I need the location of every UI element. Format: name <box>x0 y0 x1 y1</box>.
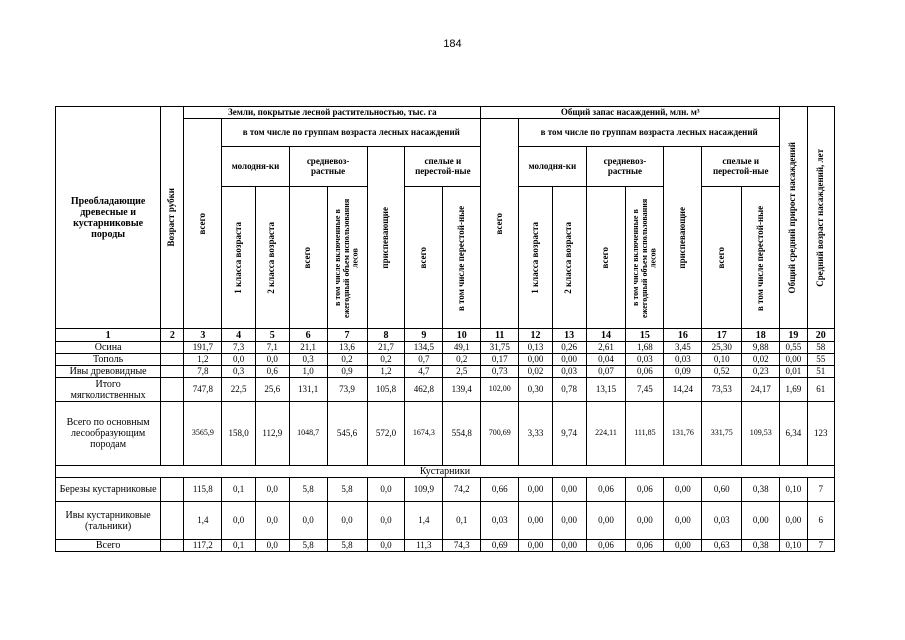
table-cell: 0,00 <box>552 478 586 502</box>
table-cell: 0,9 <box>327 366 367 378</box>
mean-increment-header: Общий средний прирост насаждений <box>780 107 807 329</box>
stock-mature-header: спелые и перестой-ные <box>702 147 780 187</box>
table-cell: 13,6 <box>327 342 367 354</box>
table-cell: 0,0 <box>327 502 367 540</box>
table-cell: 0,3 <box>222 366 256 378</box>
table-cell: 74,2 <box>443 478 481 502</box>
area-mature-header: спелые и перестой-ные <box>405 147 481 187</box>
table-cell: 5,8 <box>327 540 367 552</box>
table-cell: 7,45 <box>626 378 664 402</box>
column-number: 7 <box>327 329 367 342</box>
table-row <box>56 402 835 466</box>
table-cell: 158,0 <box>222 402 256 466</box>
table-cell: 0,00 <box>664 502 702 540</box>
table-cell <box>161 378 184 402</box>
table-cell: 0,03 <box>626 354 664 366</box>
table-cell: 9,74 <box>552 402 586 466</box>
table-cell: 0,55 <box>780 342 807 354</box>
table-cell: 0,00 <box>552 502 586 540</box>
area-young-header: молодня-ки <box>222 147 289 187</box>
table-cell: 0,06 <box>586 540 626 552</box>
table-cell: 0,00 <box>780 354 807 366</box>
table-cell: 0,10 <box>780 478 807 502</box>
area-middle-total-header: всего <box>289 187 327 329</box>
table-cell: 0,13 <box>519 342 553 354</box>
felling-age-header: Возраст рубки <box>161 107 184 329</box>
table-cell: 0,1 <box>443 502 481 540</box>
table-cell: 0,04 <box>586 354 626 366</box>
table-row <box>56 366 835 378</box>
area-overmature-header: в том числе перестой-ные <box>443 187 481 329</box>
table-cell <box>161 402 184 466</box>
table-cell: 0,03 <box>702 502 742 540</box>
species-name: Всего по основным лесообразующим породам <box>56 402 161 466</box>
table-cell <box>161 540 184 552</box>
table-cell: 0,02 <box>519 366 553 378</box>
table-cell: 0,00 <box>664 540 702 552</box>
table-cell: 55 <box>807 354 834 366</box>
stock-middle-header: средневоз-растные <box>586 147 664 187</box>
stock-incl-groups-header: в том числе по группам возраста лесных насаждений <box>519 119 780 147</box>
table-cell: 4,7 <box>405 366 443 378</box>
table-cell: 0,7 <box>405 354 443 366</box>
table-cell: 1,2 <box>367 366 405 378</box>
table-row <box>56 502 835 540</box>
area-premature-header: приспевающие <box>367 147 405 329</box>
species-name: Ивы кустарниковые (тальники) <box>56 502 161 540</box>
table-cell: 73,9 <box>327 378 367 402</box>
table-cell: 0,10 <box>780 540 807 552</box>
table-cell: 0,38 <box>742 540 780 552</box>
table-cell: 0,00 <box>552 354 586 366</box>
table-cell: 117,2 <box>184 540 222 552</box>
table-cell: 224,11 <box>586 402 626 466</box>
table-cell: 0,00 <box>780 502 807 540</box>
table-cell: 0,02 <box>742 354 780 366</box>
table-cell: 0,00 <box>742 502 780 540</box>
table-cell: 0,0 <box>222 354 256 366</box>
stock-mature-total-header: всего <box>702 187 742 329</box>
table-cell: 1,68 <box>626 342 664 354</box>
table-cell: 112,9 <box>255 402 289 466</box>
column-number: 2 <box>161 329 184 342</box>
column-number-row <box>56 329 835 342</box>
area-incl-annual-header: в том числе включенные в ежегодный объем использования лесов <box>327 187 367 329</box>
table-cell: 21,7 <box>367 342 405 354</box>
table-cell: 0,06 <box>586 478 626 502</box>
table-cell: 0,69 <box>481 540 519 552</box>
stock-young-header: молодня-ки <box>519 147 586 187</box>
table-cell: 131,1 <box>289 378 327 402</box>
area-total-header: всего <box>184 119 222 329</box>
table-cell: 109,9 <box>405 478 443 502</box>
table-cell: 0,17 <box>481 354 519 366</box>
column-number: 10 <box>443 329 481 342</box>
mean-age-header: Средний возраст насаждений, лет <box>807 107 834 329</box>
table-cell: 3,45 <box>664 342 702 354</box>
area-mature-total-header: всего <box>405 187 443 329</box>
species-name: Ивы древовидные <box>56 366 161 378</box>
table-row <box>56 478 835 502</box>
table-cell: 21,1 <box>289 342 327 354</box>
table-cell: 0,0 <box>367 540 405 552</box>
forest-stock-table <box>55 106 835 552</box>
table-cell: 0,2 <box>443 354 481 366</box>
table-cell: 5,8 <box>327 478 367 502</box>
table-cell: 0,66 <box>481 478 519 502</box>
table-cell: 13,15 <box>586 378 626 402</box>
stock-group-header: Общий запас насаждений, млн. м³ <box>481 107 780 119</box>
table-cell: 1,4 <box>184 502 222 540</box>
column-number: 17 <box>702 329 742 342</box>
table-cell <box>161 354 184 366</box>
table-cell: 7,8 <box>184 366 222 378</box>
table-cell: 1,69 <box>780 378 807 402</box>
table-row <box>56 540 835 552</box>
column-number: 6 <box>289 329 327 342</box>
column-number: 8 <box>367 329 405 342</box>
table-cell: 0,0 <box>222 502 256 540</box>
table-cell <box>161 342 184 354</box>
table-cell: 0,2 <box>367 354 405 366</box>
table-cell: 9,88 <box>742 342 780 354</box>
table-cell: 1048,7 <box>289 402 327 466</box>
table-cell: 0,23 <box>742 366 780 378</box>
table-cell: 58 <box>807 342 834 354</box>
species-name: Всего <box>56 540 161 552</box>
table-cell: 1,0 <box>289 366 327 378</box>
table-cell: 25,30 <box>702 342 742 354</box>
table-cell: 0,01 <box>780 366 807 378</box>
table-cell: 0,38 <box>742 478 780 502</box>
table-cell: 61 <box>807 378 834 402</box>
table-cell: 7,1 <box>255 342 289 354</box>
column-number: 20 <box>807 329 834 342</box>
table-cell <box>161 478 184 502</box>
section-title: Кустарники <box>56 466 835 478</box>
stock-class2-header: 2 класса возраста <box>552 187 586 329</box>
table-cell: 2,61 <box>586 342 626 354</box>
species-name: Итого мягколиственных <box>56 378 161 402</box>
table-cell: 2,5 <box>443 366 481 378</box>
table-cell: 0,00 <box>664 478 702 502</box>
table-cell: 131,76 <box>664 402 702 466</box>
table-cell: 0,0 <box>255 478 289 502</box>
column-number: 18 <box>742 329 780 342</box>
column-number: 14 <box>586 329 626 342</box>
table-cell: 6,34 <box>780 402 807 466</box>
tree-species-rows <box>56 342 835 466</box>
table-cell: 0,10 <box>702 354 742 366</box>
table-cell: 11,3 <box>405 540 443 552</box>
table-cell: 554,8 <box>443 402 481 466</box>
table-cell: 73,53 <box>702 378 742 402</box>
table-cell: 3,33 <box>519 402 553 466</box>
table-cell: 51 <box>807 366 834 378</box>
table-cell: 0,3 <box>289 354 327 366</box>
species-header: Преобладающие древесные и кустарниковые породы <box>56 107 161 329</box>
table-cell: 25,6 <box>255 378 289 402</box>
column-number: 12 <box>519 329 553 342</box>
table-cell: 7 <box>807 540 834 552</box>
table-cell: 14,24 <box>664 378 702 402</box>
table-cell: 5,8 <box>289 478 327 502</box>
table-cell: 0,07 <box>586 366 626 378</box>
table-cell: 0,09 <box>664 366 702 378</box>
table-cell: 0,06 <box>626 366 664 378</box>
table-cell: 700,69 <box>481 402 519 466</box>
table-row <box>56 354 835 366</box>
table-cell: 0,06 <box>626 478 664 502</box>
species-name: Тополь <box>56 354 161 366</box>
table-cell: 0,0 <box>367 478 405 502</box>
table-cell: 0,1 <box>222 478 256 502</box>
table-cell: 1,4 <box>405 502 443 540</box>
table-cell: 0,30 <box>519 378 553 402</box>
area-middle-header: средневоз-растные <box>289 147 367 187</box>
area-group-header: Земли, покрытые лесной растительностью, тыс. га <box>184 107 481 119</box>
table-cell: 134,5 <box>405 342 443 354</box>
table-cell: 74,3 <box>443 540 481 552</box>
table-row <box>56 342 835 354</box>
table-cell: 0,26 <box>552 342 586 354</box>
table-cell: 1674,3 <box>405 402 443 466</box>
table-cell: 1,2 <box>184 354 222 366</box>
table-cell: 0,00 <box>626 502 664 540</box>
table-cell: 0,0 <box>255 354 289 366</box>
column-number: 13 <box>552 329 586 342</box>
table-cell: 0,0 <box>255 540 289 552</box>
area-class2-header: 2 класса возраста <box>255 187 289 329</box>
column-number: 1 <box>56 329 161 342</box>
stock-middle-total-header: всего <box>586 187 626 329</box>
table-cell <box>161 502 184 540</box>
column-number: 11 <box>481 329 519 342</box>
table-cell: 0,6 <box>255 366 289 378</box>
table-cell: 0,73 <box>481 366 519 378</box>
column-number: 4 <box>222 329 256 342</box>
table-cell: 0,03 <box>664 354 702 366</box>
table-cell: 109,53 <box>742 402 780 466</box>
table-cell: 0,00 <box>519 478 553 502</box>
page-number: 184 <box>443 38 462 50</box>
column-number: 19 <box>780 329 807 342</box>
table-cell: 0,00 <box>519 354 553 366</box>
table-cell: 545,6 <box>327 402 367 466</box>
table-cell: 0,63 <box>702 540 742 552</box>
table-cell: 115,8 <box>184 478 222 502</box>
table-cell: 102,00 <box>481 378 519 402</box>
stock-premature-header: приспевающие <box>664 147 702 329</box>
column-number: 5 <box>255 329 289 342</box>
table-cell: 0,03 <box>552 366 586 378</box>
table-cell: 7 <box>807 478 834 502</box>
table-cell: 0,2 <box>327 354 367 366</box>
column-number: 15 <box>626 329 664 342</box>
column-number: 16 <box>664 329 702 342</box>
stock-total-header: всего <box>481 119 519 329</box>
table-cell: 0,06 <box>626 540 664 552</box>
shrub-species-rows <box>56 478 835 552</box>
table-cell: 105,8 <box>367 378 405 402</box>
table-cell: 49,1 <box>443 342 481 354</box>
table-cell: 24,17 <box>742 378 780 402</box>
table-cell: 0,00 <box>586 502 626 540</box>
stock-overmature-header: в том числе перестой-ные <box>742 187 780 329</box>
table-cell: 747,8 <box>184 378 222 402</box>
table-cell <box>161 366 184 378</box>
table-cell: 123 <box>807 402 834 466</box>
table-cell: 0,0 <box>289 502 327 540</box>
table-cell: 0,0 <box>255 502 289 540</box>
table-cell: 0,1 <box>222 540 256 552</box>
species-name: Осина <box>56 342 161 354</box>
table-cell: 139,4 <box>443 378 481 402</box>
table-cell: 7,3 <box>222 342 256 354</box>
table-cell: 0,00 <box>519 540 553 552</box>
shrubs-section <box>56 466 835 478</box>
table-cell: 0,60 <box>702 478 742 502</box>
table-cell: 31,75 <box>481 342 519 354</box>
table-cell: 191,7 <box>184 342 222 354</box>
stock-incl-annual-header: в том числе включенные в ежегодный объем использования лесов <box>626 187 664 329</box>
table-cell: 0,03 <box>481 502 519 540</box>
table-row <box>56 378 835 402</box>
table-cell: 331,75 <box>702 402 742 466</box>
table-cell: 572,0 <box>367 402 405 466</box>
table-cell: 0,0 <box>367 502 405 540</box>
table-cell: 0,78 <box>552 378 586 402</box>
column-number: 9 <box>405 329 443 342</box>
table-cell: 3565,9 <box>184 402 222 466</box>
table-cell: 0,00 <box>519 502 553 540</box>
table-cell: 462,8 <box>405 378 443 402</box>
column-number: 3 <box>184 329 222 342</box>
table-header <box>56 107 835 342</box>
table-cell: 111,85 <box>626 402 664 466</box>
table-cell: 0,00 <box>552 540 586 552</box>
table-cell: 22,5 <box>222 378 256 402</box>
area-incl-groups-header: в том числе по группам возраста лесных насаждений <box>222 119 481 147</box>
table-cell: 0,52 <box>702 366 742 378</box>
species-name: Березы кустарниковые <box>56 478 161 502</box>
table-cell: 5,8 <box>289 540 327 552</box>
stock-class1-header: 1 класса возраста <box>519 187 553 329</box>
area-class1-header: 1 класса возраста <box>222 187 256 329</box>
table-cell: 6 <box>807 502 834 540</box>
